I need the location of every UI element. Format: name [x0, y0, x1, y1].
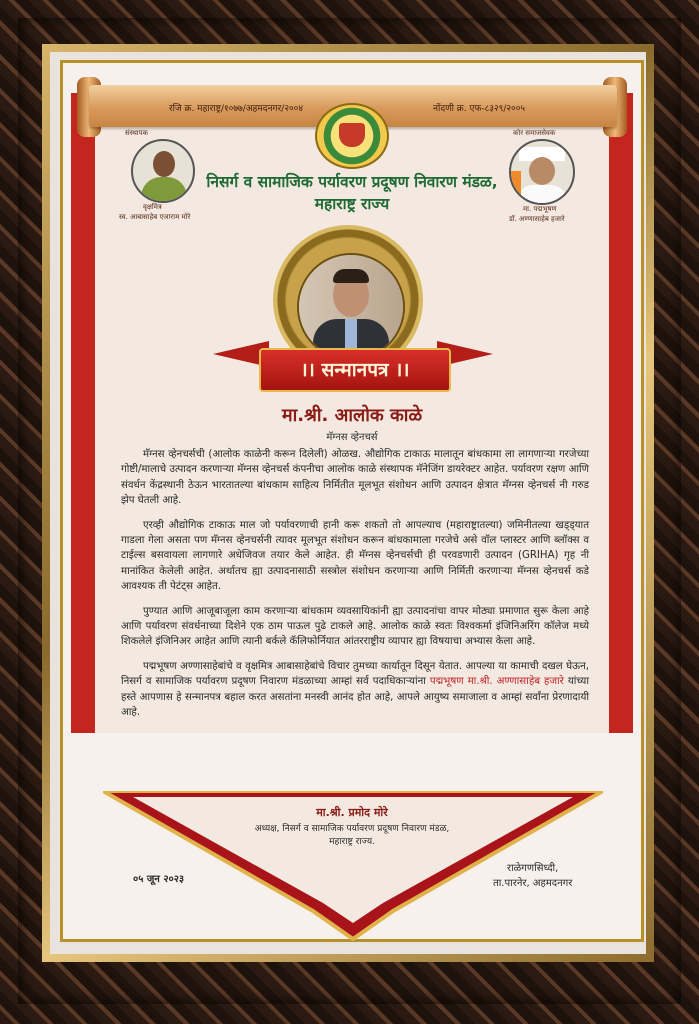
organization-line-2: महाराष्ट्र राज्य: [314, 195, 390, 213]
paragraph-2: एरव्ही औद्योगिक टाकाऊ माल जो पर्यावरणाची हानी करू शकतो तो आपल्याच (महाराष्ट्रातल्या) जमिनीतल्या खड्ड्यात गाडला गेला असता पण मॅग्नस व्हेनचर्सनी त्यावर मूलभूत संशोधन करून बांधकामाला गरजेचे असे वॉल प्लास्टर आणि ब्लॉक्स व टाईल्स बसवायला लागणारे अधेजिवज तयार केले आहेत. ही मॅग्नस व्हेनचर्सची ही परवडणारी उत्पादन (GRIHA) गृह नी मानांकित केलेली आहेत. अर्थातच ह्या उत्पादनासाठी सस्त्रोल संशोधन करणाऱ्या आणि निर्मिती करणाऱ्या मॅग्नस व्हेनचर्स कडे आवश्यक ती पेटंट्स आहेत.: [121, 519, 589, 593]
signer-name: मा.श्री. प्रमोद मोरे: [316, 806, 388, 819]
paragraph-3: पुण्यात आणि आजूबाजूला काम करणाऱ्या बांधकाम व्यवसायिकांनी ह्या उत्पादनांचा वापर मोठ्या प्रमाणात सुरू केला आहे आणि पर्यावरण संवर्धनाच्या दिशेने एक ठाम पाऊल पुढे टाकले आहे. आलोक काळे स्वतः विश्वकर्मा इंजिनिअरिंग कॉलेज मध्ये शिकलेले इंजिनिअर आहेत आणि त्यानी बर्कले कॅलिफोर्नियात आंतरराष्ट्रीय व्यापार ह्या विषयाचा अभ्यास केला आहे.: [121, 605, 589, 648]
organization-name: [193, 171, 511, 215]
certificate-place: [493, 861, 572, 891]
founder-caption-2: स्व. आबासाहेब एजाराम मोरे: [119, 213, 191, 221]
place-line-2: ता.पारनेर, अहमदनगर: [493, 878, 573, 889]
certificate-title: ।। सन्मानपत्र ।।: [259, 348, 451, 392]
recipient-company: मॅग्नस व्हेनचर्स: [326, 432, 378, 443]
patron-caption-1: मा. पद्मभूषण: [523, 205, 557, 213]
certificate-body: [121, 447, 589, 730]
highlighted-honoree: पद्मभूषण मा.श्री. अण्णासाहेब हजारे: [429, 676, 564, 688]
founder-title: संस्थापक: [125, 129, 148, 137]
registration-number-left: रजि क्र. महाराष्ट्र/१०७७/अहमदनगर/२००४: [169, 104, 304, 114]
paragraph-4: [121, 659, 589, 721]
organization-emblem: [315, 103, 389, 169]
place-line-1: राळेगणसिध्दी,: [507, 863, 559, 874]
registration-number-right: नोंदणी क्र. एफ-८३२९/२००५: [433, 104, 526, 114]
paragraph-4-rest: यांच्या हस्ते आपणास हे सन्मानपत्र बहाल करत असतांना मनस्वी आनंद होत आहे, आपले आयुष्य समाजाला व आम्हां सर्वांना प्रेरणादायी आहे.: [121, 676, 589, 719]
recipient-name: मा.श्री. आलोक काळे: [281, 405, 423, 426]
signer-role-line-2: महाराष्ट्र राज्य.: [329, 837, 375, 847]
certificate: [60, 60, 644, 942]
organization-line-1: निसर्ग व सामाजिक पर्यावरण प्रदूषण निवारण मंडळ,: [206, 173, 498, 191]
patron-title: कोर समाजसेवक: [513, 129, 556, 137]
signer-role: [223, 823, 481, 849]
founder-caption-1: वृक्षमित्र: [143, 203, 162, 211]
recipient-photo: [297, 253, 405, 361]
founder-portrait: [131, 139, 195, 203]
patron-portrait: [509, 139, 575, 205]
signer-role-line-1: अध्यक्ष, निसर्ग व सामाजिक पर्यावरण प्रदूषण निवारण मंडळ,: [254, 824, 450, 834]
paragraph-4-text: पद्मभूषण अण्णासाहेबांचे व वृक्षमित्र आबासाहेबांचे विचार तुमच्या कार्यातून दिसून येतात. आपल्या या कामाची दखल घेऊन, निसर्ग व सामाजिक पर्यावरण प्रदूषण निवारण मंडळाच्या आम्हां सर्व पदाधिकाऱ्यांना: [121, 660, 589, 688]
certificate-date: ०५ जून २०२३: [133, 874, 185, 885]
paragraph-1: मॅग्नस व्हेनचर्सची (आलोक काळेनी करून दिलेली) ओळख. औद्योगिक टाकाऊ मालातून बांधकामा ला लागणाऱ्या गरजेच्या गोष्टी/मालाचे उत्पादन करणाऱ्या मॅग्नस व्हेनचर्स कंपनीचा आलोक काळे संस्थापक मॅनेजिंग डायरेक्टर आहेत. पर्यावरण रक्षण आणि संवर्धन केंद्रस्थानी ठेऊन भारतातल्या बांधकाम साहित्य निर्मितीत मूलभूत संशोधन आणि उत्पादन क्षेत्रात मॅग्नस व्हेनचर्स नी गरुड झेप घेतली आहे.: [121, 449, 589, 507]
patron-caption-2: डॉ. अण्णासाहेब हजारे: [509, 215, 565, 223]
